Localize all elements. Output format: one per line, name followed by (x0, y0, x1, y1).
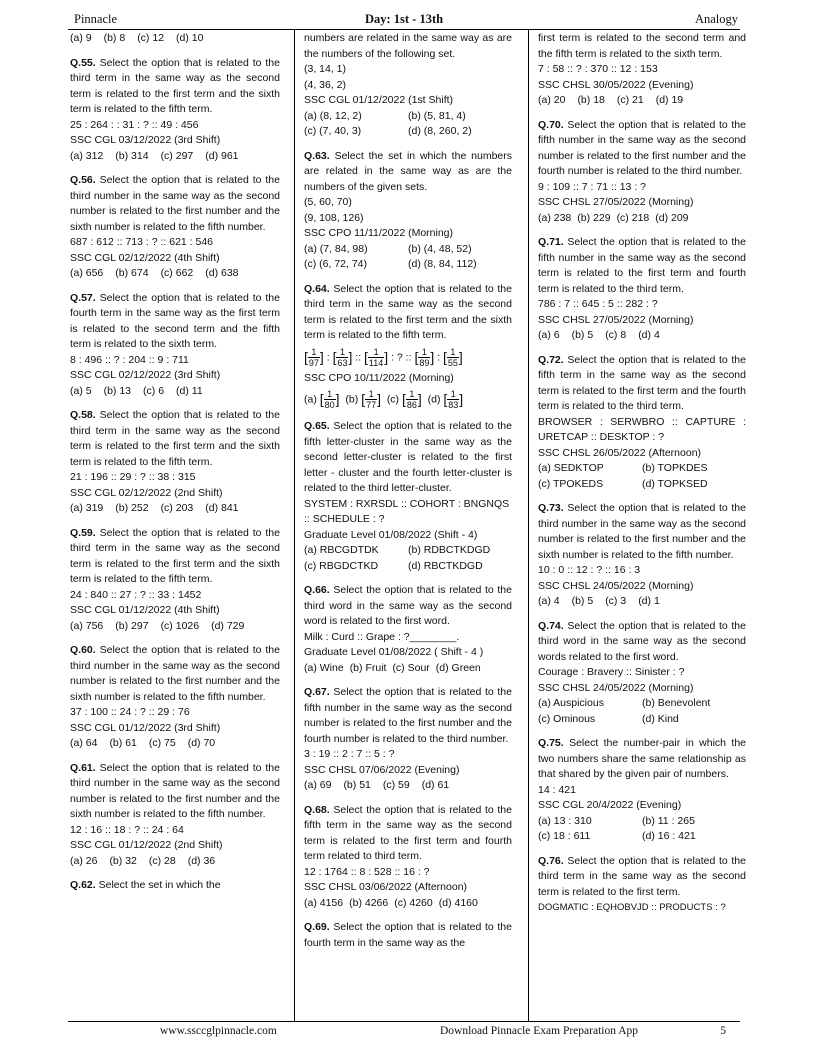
question-source: SSC CPO 10/11/2022 (Morning) (304, 371, 454, 384)
question-source: Graduate Level 01/08/2022 ( Shift - 4 ) (304, 646, 484, 658)
page-number: 5 (720, 1025, 726, 1037)
column-divider-2 (528, 29, 529, 1021)
question-series: Milk : Curd :: Grape : ?________. (304, 630, 460, 643)
question-64: Q.64. Select the option that is related to the third term in the same way as the second term is related to the first term and the sixth term is related to the fifth term. (304, 282, 512, 341)
question-69: Q.69. Select the option that is related to the fourth term in the same way as the (304, 921, 512, 949)
question-source: SSC CGL 01/12/2022 (2nd Shift) (70, 839, 223, 851)
header-brand: Pinnacle (74, 12, 118, 26)
question-60: Q.60. Select the option that is related to the third number in the same way as the second number is related to the first number and the sixth number is related to the fifth number. (70, 644, 280, 703)
question-source: SSC CGL 01/12/2022 (4th Shift) (70, 604, 220, 616)
options-grid: (a) (8, 12, 2) (b) (5, 81, 4) (c) (7, 40, 3) (d) (8, 260, 2) (304, 109, 472, 137)
column-divider-1 (294, 29, 295, 1021)
question-74: Q.74. Select the option that is related to the third word in the same way as the second words related to the first word. (538, 619, 746, 663)
question-69-continued: first term is related to the second term and the fifth term is related to the sixth term. (538, 32, 746, 60)
question-set: (3, 14, 1) (304, 63, 347, 75)
question-58: Q.58. Select the option that is related to the third term in the same way as the second term is related to the first term and the sixth term is related to the fifth term. (70, 409, 280, 468)
question-source: SSC CGL 02/12/2022 (3rd Shift) (70, 369, 221, 381)
question-source: SSC CHSL 24/05/2022 (Morning) (538, 579, 694, 592)
options-row: (a) 312 (b) 314 (c) 297 (d) 961 (70, 149, 239, 162)
question-series: 9 : 109 :: 7 : 71 :: 13 : ? (538, 180, 646, 193)
options-grid: (a) Auspicious (b) Benevolent (c) Ominous (d) Kind (538, 697, 711, 725)
options-grid: (a) 13 : 310 (b) 11 : 265 (c) 18 : 611 (d) 16 : 421 (538, 814, 696, 842)
fraction-series: [ $\frac{1}{97}$ ] : [ $\frac{1}{63}$ ] :: [ $\frac{1}{114}$ ] : ? :: [ $\frac{1}{89}$ ] : [ $\frac{1}{55}$ ] (304, 346, 463, 368)
question-70: Q.70. Select the option that is related to the fifth number in the same way as the second number is related to the first number and the fourth number is related to the third number. (538, 118, 746, 177)
options-row: (a) 238 (b) 229 (c) 218 (d) 209 (538, 211, 689, 224)
question-75: Q.75. Select the number-pair in which the two numbers share the same relationship as that shared by the given pair of numbers. (538, 737, 746, 780)
question-source: SSC CGL 02/12/2022 (2nd Shift) (70, 486, 223, 499)
options-row: (a) 319 (b) 252 (c) 203 (d) 841 (70, 502, 239, 514)
question-source: SSC CGL 01/12/2022 (1st Shift) (304, 94, 454, 106)
question-76: Q.76. Select the option that is related to the third term in the same way as the second term is related to the first term. (538, 854, 746, 898)
options-row: (a) 64 (b) 61 (c) 75 (d) 70 (70, 737, 216, 749)
question-source: SSC CGL 20/4/2022 (Evening) (538, 799, 682, 811)
footer-website[interactable]: www.ssccglpinnacle.com (160, 1025, 277, 1037)
footer-app-promo: Download Pinnacle Exam Preparation App (440, 1025, 639, 1037)
options-grid: (a) RBCGDTDK (b) RDBCTKDGD (c) RBGDCTKD (d) RBCTKDGD (304, 544, 491, 572)
question-series: 12 : 16 :: 18 : ? :: 24 : 64 (70, 823, 184, 836)
question-series: 7 : 58 :: ? : 370 :: 12 : 153 (538, 63, 658, 75)
question-series: 21 : 196 :: 29 : ? :: 38 : 315 (70, 471, 196, 483)
question-series: 14 : 421 (538, 783, 576, 796)
options-row: (a) 20 (b) 18 (c) 21 (d) 19 (538, 94, 684, 106)
question-source: SSC CHSL 03/06/2022 (Afternoon) (304, 881, 468, 893)
options-row: (a) 6 (b) 5 (c) 8 (d) 4 (538, 329, 660, 341)
question-series: 37 : 100 :: 24 : ? :: 29 : 76 (70, 706, 190, 718)
question-66: Q.66. Select the option that is related to the third word in the same way as the second word is related to the first word. (304, 584, 512, 627)
column-1 (70, 31, 280, 1019)
question-source: SSC CPO 11/11/2022 (Morning) (304, 227, 454, 239)
header-topic: Analogy (694, 12, 738, 26)
question-source: SSC CHSL 27/05/2022 (Morning) (538, 313, 694, 326)
question-series: 24 : 840 :: 27 : ? :: 33 : 1452 (70, 588, 202, 601)
question-67: Q.67. Select the option that is related to the fifth number in the same way as the second number is related to the first number and the fourth number is related to the third number. (304, 686, 512, 745)
options-grid: (a) (7, 84, 98) (b) (4, 48, 52) (c) (6, 72, 74) (d) (8, 84, 112) (304, 242, 477, 270)
question-series: BROWSER : SERWBRO :: CAPTURE : URETCAP :: DESKTOP : ? (538, 415, 746, 443)
question-set: (9, 108, 126) (304, 211, 364, 224)
header-rule (68, 29, 740, 30)
question-65: Q.65. Select the option that is related to the fifth letter-cluster in the same way as the second letter-cluster is related to the first letter - cluster and the fourth letter-cluster is related to the third letter-cluster. (304, 420, 512, 494)
question-set: (5, 60, 70) (304, 196, 352, 208)
options-row: (a) 656 (b) 674 (c) 662 (d) 638 (70, 267, 239, 279)
options-row: (a) 9 (b) 8 (c) 12 (d) 10 (70, 32, 204, 44)
options-row: (a) 4156 (b) 4266 (c) 4260 (d) 4160 (304, 896, 478, 909)
question-series: Courage : Bravery :: Sinister : ? (538, 666, 685, 678)
question-59: Q.59. Select the option that is related to the third term in the same way as the second term is related to the first term and the sixth term is related to the fifth term. (70, 526, 280, 585)
question-source: SSC CHSL 30/05/2022 (Evening) (538, 78, 694, 91)
options-row: (a) 756 (b) 297 (c) 1026 (d) 729 (70, 619, 245, 632)
options-row: (a) 69 (b) 51 (c) 59 (d) 61 (304, 779, 450, 791)
question-73: Q.73. Select the option that is related to the third number in the same way as the second number is related to the first number and the sixth number is related to the fifth number. (538, 502, 746, 561)
question-source: Graduate Level 01/08/2022 (Shift - 4) (304, 528, 478, 541)
question-62: Q.62. Select the set in which the (70, 879, 221, 891)
question-source: SSC CHSL 24/05/2022 (Morning) (538, 681, 694, 694)
question-72: Q.72. Select the option that is related to the fifth term in the same way as the second term is related to the first term and the fourth term is related to the third term. (538, 353, 746, 412)
question-series: DOGMATIC : EQHOBVJD :: PRODUCTS : ? (538, 902, 726, 913)
question-source: SSC CGL 01/12/2022 (3rd Shift) (70, 721, 221, 734)
question-series: 687 : 612 :: 713 : ? :: 621 : 546 (70, 236, 214, 248)
question-source: SSC CGL 03/12/2022 (3rd Shift) (70, 134, 221, 146)
question-71: Q.71. Select the option that is related to the fifth number in the same way as the second term is related to the first term and fourth term is related to the third term. (538, 236, 746, 295)
question-55: Q.55. Select the option that is related to the third term in the same way as the second term is related to the first term and the sixth term is related to the fifth term. (70, 56, 280, 115)
question-62-continued: numbers are related in the same way as are the numbers of the following set. (304, 32, 512, 60)
fraction-options: (a) [ $\frac{1}{80}$ ] (b) [ $\frac{1}{77}$ ] (c) [ $\frac{1}{86}$ ] (d) [ $\frac{1}{83}$ ] (304, 389, 464, 410)
question-source: SSC CHSL 27/05/2022 (Morning) (538, 196, 694, 208)
question-57: Q.57. Select the option that is related to the fourth term in the same way as the first term is related to the second term and the fifth term is related to the sixth term. (70, 291, 280, 350)
question-series: 786 : 7 :: 645 : 5 :: 282 : ? (538, 298, 658, 310)
column-3 (538, 31, 746, 1019)
question-source: SSC CHSL 26/05/2022 (Afternoon) (538, 446, 702, 459)
question-series: SYSTEM : RXRSDL :: COHORT : BNGNQS :: SCHEDULE : ? (304, 497, 510, 525)
footer-rule (68, 1021, 740, 1022)
question-63: Q.63. Select the set in which the numbers are related in the same way as are the numbers of the given sets. (304, 149, 512, 193)
question-series: 12 : 1764 :: 8 : 528 :: 16 : ? (304, 865, 430, 878)
options-row: (a) 4 (b) 5 (c) 3 (d) 1 (538, 595, 660, 607)
options-row: (a) 5 (b) 13 (c) 6 (d) 11 (70, 384, 203, 397)
question-56: Q.56. Select the option that is related to the third number in the same way as the second number is related to the first number and the sixth number is related to the fifth number. (70, 174, 280, 233)
question-set: (4, 36, 2) (304, 78, 347, 91)
column-2 (304, 31, 512, 1019)
question-source: SSC CHSL 07/06/2022 (Evening) (304, 763, 460, 776)
question-68: Q.68. Select the option that is related to the fifth term in the same way as the second term is related to the first term and fourth term related to third term. (304, 803, 512, 862)
options-grid: (a) SEDKTOP (b) TOPKDES (c) TPOKEDS (d) TOPKSED (538, 462, 708, 490)
question-series: 10 : 0 :: 12 : ? :: 16 : 3 (538, 564, 641, 576)
options-row: (a) Wine (b) Fruit (c) Sour (d) Green (304, 661, 481, 674)
header-day-range: Day: 1st - 13th (364, 12, 444, 26)
question-61: Q.61. Select the option that is related to the third number in the same way as the second number is related to the first number and the sixth number is related to the fifth number. (70, 761, 280, 820)
question-series: 3 : 19 :: 2 : 7 :: 5 : ? (304, 748, 395, 760)
page-header (68, 10, 740, 30)
options-row: (a) 26 (b) 32 (c) 28 (d) 36 (70, 854, 216, 867)
question-source: SSC CGL 02/12/2022 (4th Shift) (70, 251, 220, 264)
question-series: 25 : 264 : : 31 : ? :: 49 : 456 (70, 118, 199, 131)
question-series: 8 : 496 :: ? : 204 :: 9 : 711 (70, 353, 189, 366)
